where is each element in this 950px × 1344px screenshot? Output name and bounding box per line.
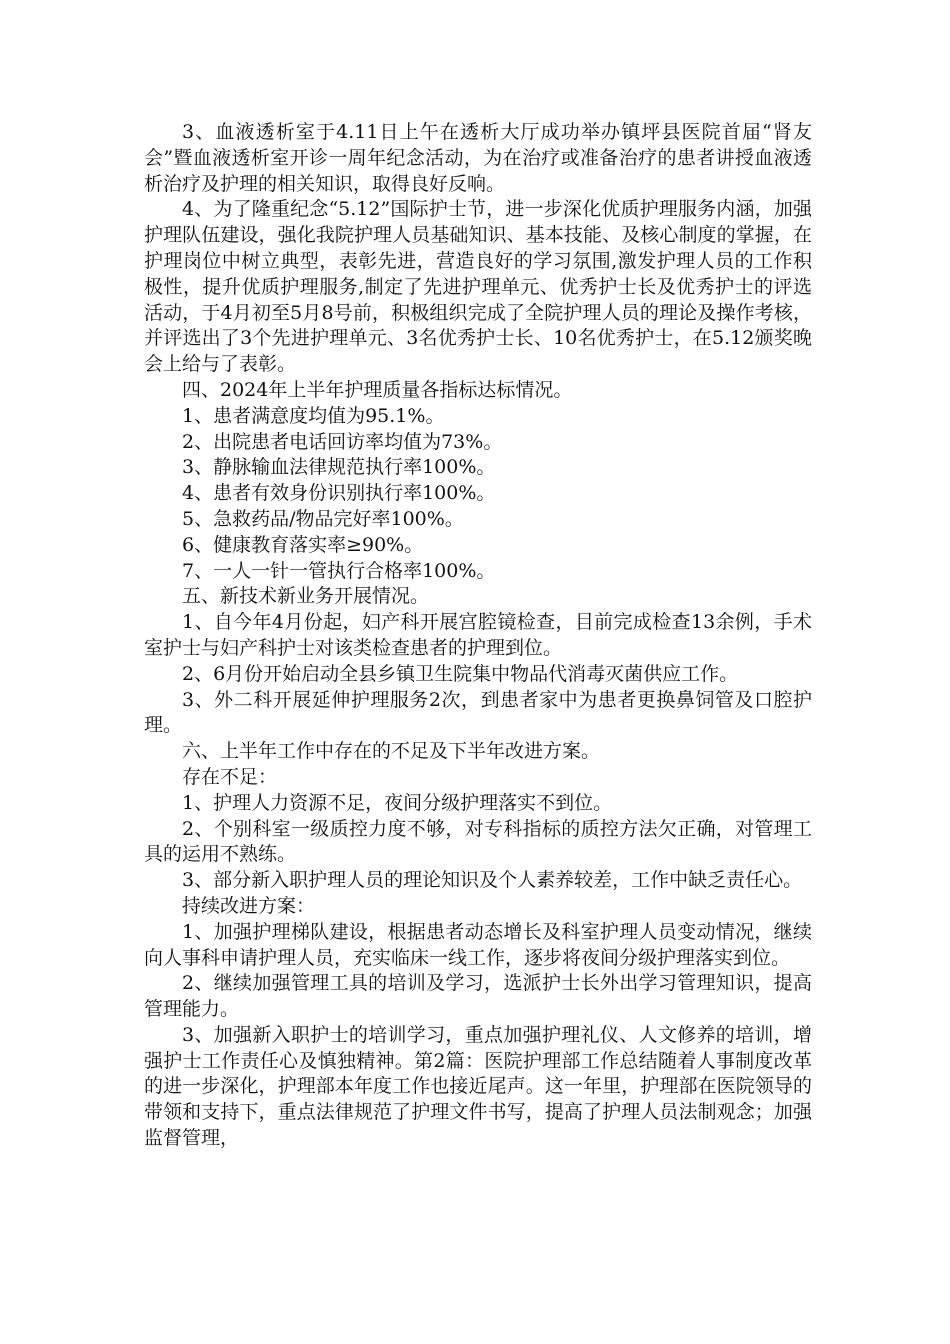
list-item-follow-up-rate: 2、出院患者电话回访率均值为73%。 [182, 430, 503, 453]
document-body [144, 120, 812, 1152]
list-item-emergency-supplies: 5、急救药品/物品完好率100%。 [182, 507, 464, 530]
improvement-item-2: 2、继续加强管理工具的培训及学习，选派护士长外出学习管理知识，提高管理能力。 [144, 972, 812, 1021]
section-heading-shortcomings: 六、上半年工作中存在的不足及下半年改进方案。 [182, 740, 601, 763]
shortcoming-item-3: 3、部分新入职护理人员的理论知识及个人素养较差，工作中缺乏责任心。 [182, 869, 803, 892]
list-item-transfusion-rate: 3、静脉输血法律规范执行率100%。 [182, 456, 496, 479]
list-item-satisfaction: 1、患者满意度均值为95.1%。 [182, 404, 445, 427]
section-heading-new-technology: 五、新技术新业务开展情况。 [182, 585, 430, 608]
list-item-health-education: 6、健康教育落实率≥90%。 [182, 533, 424, 556]
paragraph-nurses-day: 4、为了隆重纪念“5.12”国际护士节，进一步深化优质护理服务内涵，加强护理队伍建设，强化我院护理人员基础知识、基本技能、及核心制度的掌握，在护理岗位中树立典型，表彰先进，营造良好的学习氛围,激发护理人员的工作积极性，提升优质护理服务,制定了先进护理单元、优秀护士长及优秀护士的评选活动，于4月初至5月8号前，积极组织完成了全院护理人员的理论及操作考核，并评选出了3个先进护理单元、3名优秀护士长、10名优秀护士，在5.12颁奖晚会上给与了表彰。 [144, 198, 812, 376]
subheading-shortcomings: 存在不足： [182, 765, 278, 788]
shortcoming-item-1: 1、护理人力资源不足，夜间分级护理落实不到位。 [182, 791, 613, 814]
improvement-item-3: 3、加强新入职护士的培训学习，重点加强护理礼仪、人文修养的培训，增强护士工作责任心及慎独精神。第2篇：医院护理部工作总结随着人事制度改革的进一步深化，护理部本年度工作也接近尾声。这一年里，护理部在医院领导的带领和支持下，重点法律规范了护理文件书写，提高了护理人员法制观念；加强监督管理， [144, 1023, 812, 1150]
subheading-improvement-plan: 持续改进方案： [182, 894, 316, 917]
section-heading-quality-indicators: 四、2024年上半年护理质量各指标达标情况。 [182, 378, 573, 401]
paragraph-extended-care: 3、外二科开展延伸护理服务2次，到患者家中为患者更换鼻饲管及口腔护理。 [144, 688, 812, 737]
paragraph-dialysis-event: 3、血液透析室于4.11日上午在透析大厅成功举办镇坪县医院首届“肾友会”暨血液透析室开诊一周年纪念活动，为在治疗或准备治疗的患者讲授血液透析治疗及护理的相关知识，取得良好反响。 [144, 121, 812, 195]
paragraph-hysteroscopy: 1、自今年4月份起，妇产科开展宫腔镜检查，目前完成检查13余例，手术室护士与妇产科护士对该类检查患者的护理到位。 [144, 611, 812, 659]
list-item-identity-rate: 4、患者有效身份识别执行率100%。 [182, 482, 496, 505]
improvement-item-1: 1、加强护理梯队建设，根据患者动态增长及科室护理人员变动情况，继续向人事科申请护理人员，充实临床一线工作，逐步将夜间分级护理落实到位。 [144, 920, 812, 969]
shortcoming-item-2: 2、个别科室一级质控力度不够，对专科指标的质控方法欠正确，对管理工具的运用不熟练。 [144, 817, 812, 866]
list-item-single-use-needle: 7、一人一针一管执行合格率100%。 [182, 559, 496, 582]
paragraph-sterilization-supply: 2、6月份开始启动全县乡镇卫生院集中物品代消毒灭菌供应工作。 [182, 662, 739, 685]
